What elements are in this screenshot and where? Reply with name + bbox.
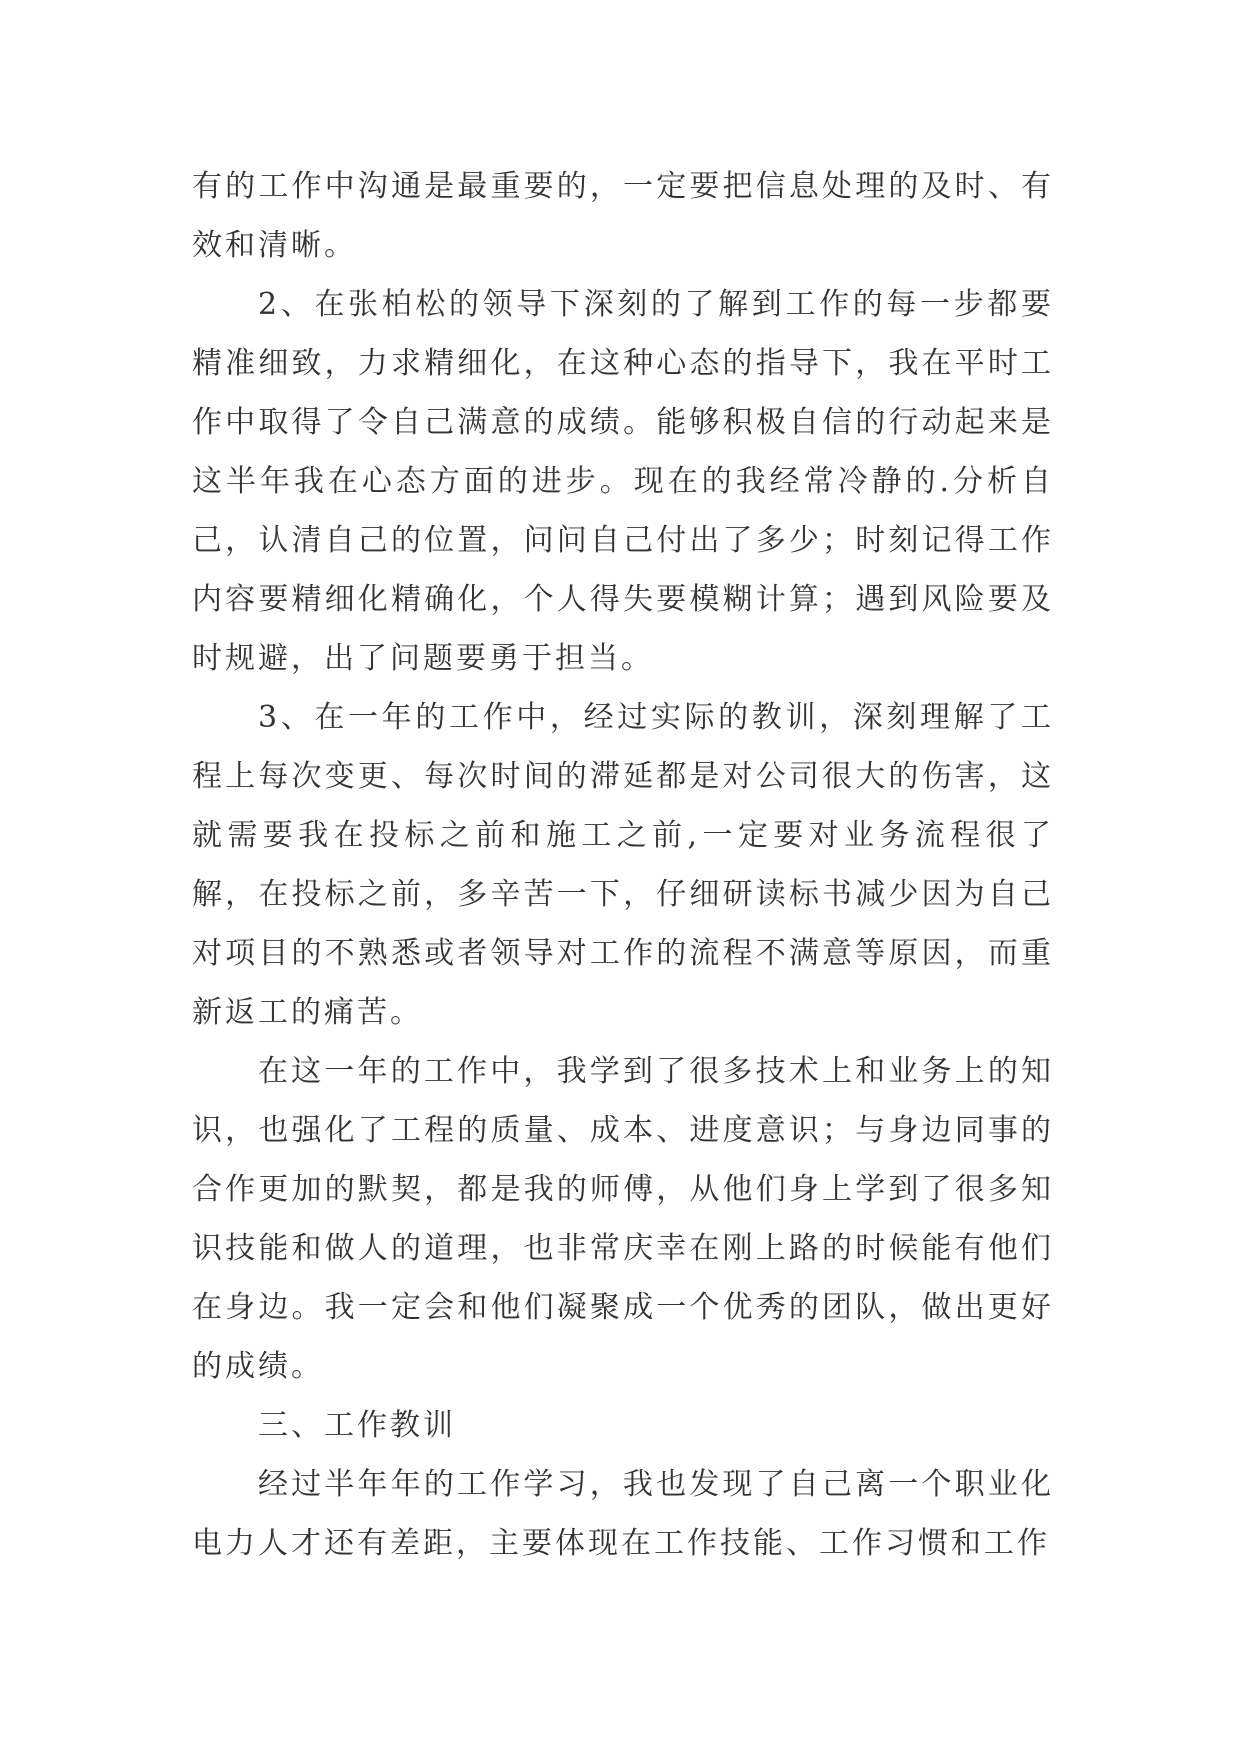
paragraph-continued: 有的工作中沟通是最重要的，一定要把信息处理的及时、有效和清晰。 <box>192 169 1054 263</box>
section-heading-lessons: 三、工作教训 <box>258 1408 456 1443</box>
document-body <box>192 157 1054 1573</box>
paragraph-summary: 在这一年的工作中，我学到了很多技术上和业务上的知识，也强化了工程的质量、成本、进度意识；与身边同事的合作更加的默契，都是我的师傅，从他们身上学到了很多知识技能和做人的道理，也非常庆幸在刚上路的时候能有他们在身边。我一定会和他们凝聚成一个优秀的团队，做出更好的成绩。 <box>192 1054 1054 1384</box>
paragraph-point-3: 3、在一年的工作中，经过实际的教训，深刻理解了工程上每次变更、每次时间的滞延都是对公司很大的伤害，这就需要我在投标之前和施工之前,一定要对业务流程很了解，在投标之前，多辛苦一下，仔细研读标书减少因为自己对项目的不熟悉或者领导对工作的流程不满意等原因，而重新返工的痛苦。 <box>192 700 1054 1030</box>
paragraph-lessons: 经过半年年的工作学习，我也发现了自己离一个职业化电力人才还有差距，主要体现在工作技能、工作习惯和工作 <box>192 1467 1054 1561</box>
paragraph-point-2: 2、在张柏松的领导下深刻的了解到工作的每一步都要精准细致，力求精细化，在这种心态的指导下，我在平时工作中取得了令自己满意的成绩。能够积极自信的行动起来是这半年我在心态方面的进步。现在的我经常冷静的.分析自己，认清自己的位置，问问自己付出了多少；时刻记得工作内容要精细化精确化，个人得失要模糊计算；遇到风险要及时规避，出了问题要勇于担当。 <box>192 287 1054 676</box>
